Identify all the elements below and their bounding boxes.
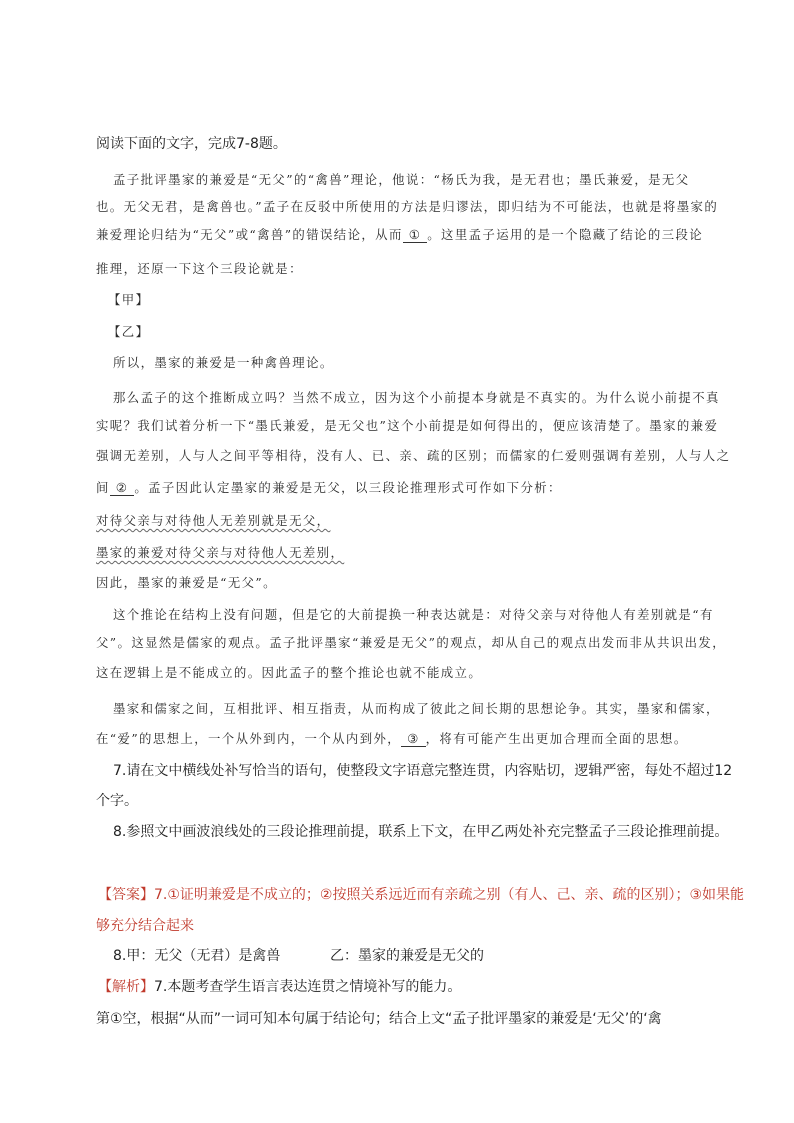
analysis-text: 7.本题考查学生语言表达连贯之情境补写的能力。 — [154, 979, 462, 995]
answer-text: 7.①证明兼爱是不成立的；②按照关系远近而有亲疏之别（有人、己、亲、疏的区别）；③如果能 — [154, 887, 745, 903]
passage-line: 实呢？我们试着分析一下“墨氏兼爱，是无父也”这个小前提是如何得出的，便应该清楚了。墨家的兼爱 — [96, 418, 719, 433]
passage-text: 在“爱”的思想上，一个从外到内，一个从内到外， — [96, 731, 402, 746]
passage-line: 强调无差别，人与人之间平等相待，没有人、已、亲、疏的区别；而儒家的仁爱则强调有差别，人与人之 — [96, 448, 731, 463]
analysis-line-cont: 第①空，根据“从而”一词可知本句属于结论句；结合上文“孟子批评墨家的兼爱是‘无父’的‘禽 — [96, 1011, 662, 1027]
question-7: 7.请在文中横线处补写恰当的语句，使整段文字语意完整连贯，内容贴切，逻辑严密，每处不超过12 — [113, 763, 733, 779]
passage-text: 。孟子因此认定墨家的兼爱是无父，以三段论推理形式可作如下分析： — [134, 480, 562, 495]
placeholder-yi: 【乙】 — [108, 324, 150, 339]
passage-text: 。这里孟子运用的是一个隐藏了结论的三段论 — [427, 227, 704, 242]
passage-line: 也。无父无君，是禽兽也。”孟子在反驳中所使用的方法是归谬法，即归结为不可能法，也就是将墨家的 — [96, 199, 719, 214]
blank-1: ① — [403, 227, 428, 243]
passage-line: 这个推论在结构上没有问题，但是它的大前提换一种表达就是：对待父亲与对待他人有差别就是“有 — [113, 607, 714, 622]
passage-line: 所以，墨家的兼爱是一种禽兽理论。 — [113, 355, 334, 370]
passage-line: 推理，还原一下这个三段论就是： — [96, 261, 303, 276]
passage-line — [96, 225, 703, 243]
intro-text: 阅读下面的文字，完成7-8题。 — [96, 136, 287, 152]
answer-label: 【答案】 — [98, 887, 154, 903]
blank-2: ② — [110, 480, 135, 496]
passage-text: 间 — [96, 480, 110, 495]
analysis-line — [98, 976, 461, 996]
question-7-cont: 个字。 — [96, 793, 138, 809]
passage-text: ，将有可能产生出更加合理而全面的思想。 — [425, 731, 688, 746]
passage-line: 孟子批评墨家的兼爱是“无父”的“禽兽”理论，他说：“杨氏为我，是无君也；墨氏兼爱，是无父 — [113, 172, 690, 187]
passage-line — [96, 729, 688, 747]
passage-line: 父”。这显然是儒家的观点。孟子批评墨家“兼爱是无父”的观点，却从自己的观点出发而非从共识出发， — [96, 635, 726, 650]
passage-text: 兼爱理论归结为“无父”或“禽兽”的错误结论，从而 — [96, 227, 403, 242]
passage-line: 这在逻辑上是不能成立的。因此孟子的整个推论也就不能成立。 — [96, 665, 483, 680]
analysis-label: 【解析】 — [98, 979, 154, 995]
answer-line-cont: 够充分结合起来 — [96, 918, 194, 934]
passage-line: 墨家和儒家之间，互相批评、相互指责，从而构成了彼此之间长期的思想论争。其实，墨家和儒家， — [113, 701, 720, 716]
question-8: 8.参照文中画波浪线处的三段论推理前提，联系上下文，在甲乙两处补充完整孟子三段论推理前提。 — [113, 824, 729, 840]
passage-line: 那么孟子的这个推断成立吗？当然不成立，因为这个小前提本身就是不真实的。为什么说小前提不真 — [113, 390, 720, 405]
blank-3: ③ — [401, 731, 426, 747]
minor-premise: 墨家的兼爱对待父亲与对待他人无差别， — [96, 545, 345, 560]
placeholder-jia: 【甲】 — [108, 292, 150, 307]
answer-line — [98, 884, 744, 904]
answer-yi: 乙：墨家的兼爱是无父的 — [330, 948, 484, 964]
major-premise: 对待父亲与对待他人无差别就是无父， — [96, 513, 331, 528]
answer-jia: 8.甲：无父（无君）是禽兽 — [113, 948, 281, 964]
passage-line — [96, 478, 562, 496]
passage-line: 因此，墨家的兼爱是“无父”。 — [96, 575, 277, 590]
